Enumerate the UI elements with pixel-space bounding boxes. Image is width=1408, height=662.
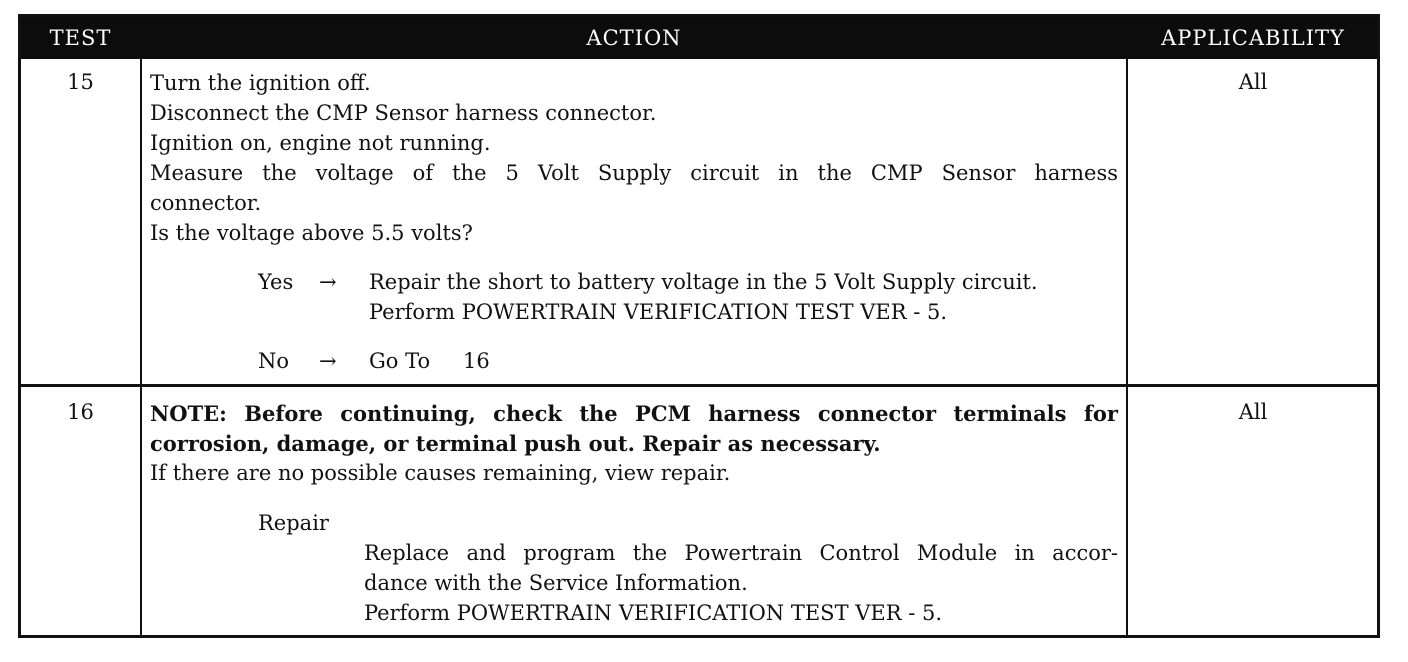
applicability-value: All [1238,400,1268,424]
action-line: connector. [150,191,262,215]
action-line: Is the voltage above 5.5 volts? [150,221,473,245]
row-divider [21,384,1377,387]
header-applicability: APPLICABILITY [1161,26,1345,50]
go-to-target: 16 [463,349,490,373]
repair-label: Repair [258,511,329,535]
column-divider-applicability [1126,59,1128,638]
yes-action: Repair the short to battery voltage in the 5 Volt Supply circuit. [369,270,1038,294]
action-line: Ignition on, engine not running. [150,131,491,155]
test-number: 15 [67,70,94,94]
action-line: Turn the ignition off. [150,71,371,95]
yes-action: Perform POWERTRAIN VERIFICATION TEST VER - 5. [369,300,948,324]
test-number: 16 [67,400,94,424]
repair-text: dance with the Service Information. [364,571,748,595]
note-text: corrosion, damage, or terminal push out. Repair as necessary. [150,431,881,456]
applicability-value: All [1238,70,1268,94]
yes-label: Yes [258,270,294,294]
action-line: Disconnect the CMP Sensor harness connector. [150,101,657,125]
arrow-icon: → [319,349,337,373]
no-action: Go To [369,349,431,373]
diagnostic-table [18,14,1380,638]
action-line: If there are no possible causes remaining, view repair. [150,461,731,485]
header-action: ACTION [586,26,682,50]
table-header [21,17,1377,59]
repair-text: Perform POWERTRAIN VERIFICATION TEST VER - 5. [364,601,943,625]
no-label: No [258,349,290,373]
header-test: TEST [49,26,112,50]
repair-text: Replace and program the Powertrain Control Module in accor- [364,541,1118,565]
note-text: NOTE: Before continuing, check the PCM harness connector terminals for [150,401,1118,426]
arrow-icon: → [319,270,337,294]
action-line: Measure the voltage of the 5 Volt Supply circuit in the CMP Sensor harness [150,161,1118,185]
column-divider-test [140,59,142,638]
